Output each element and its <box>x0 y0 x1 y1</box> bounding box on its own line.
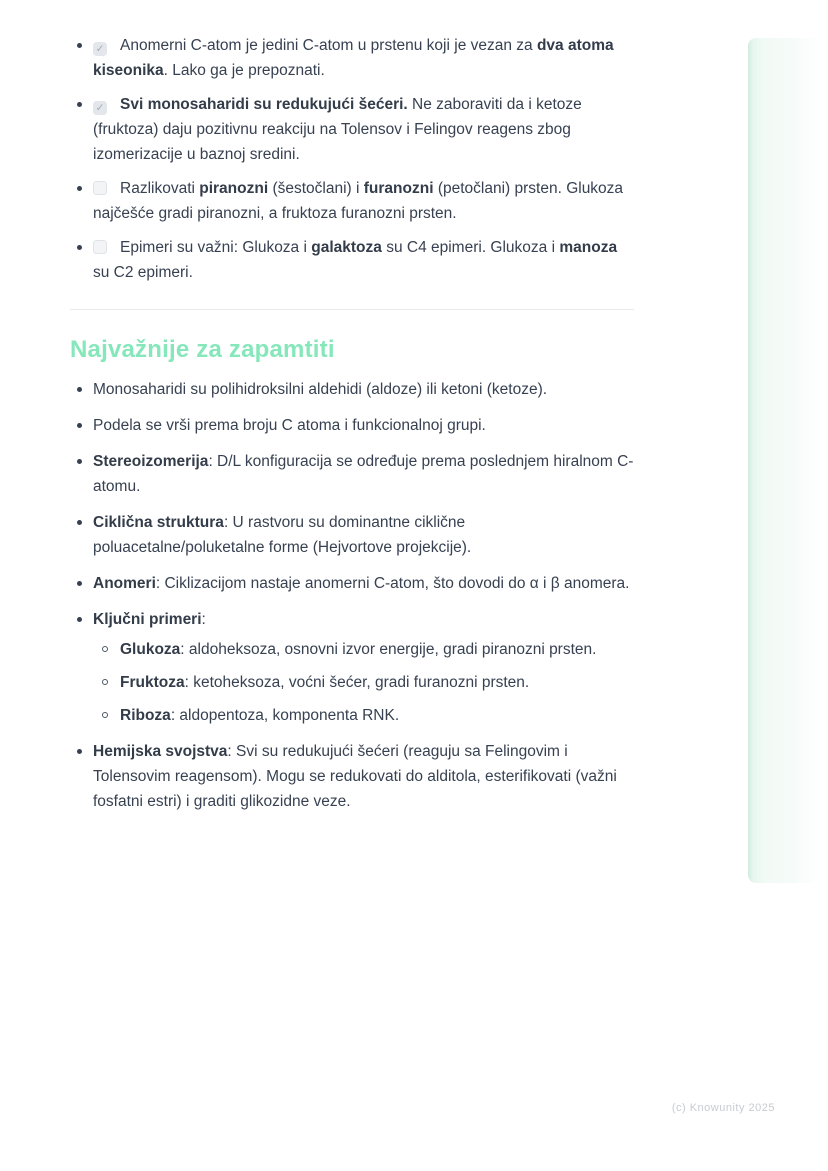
content-column <box>70 0 634 825</box>
checklist-item <box>70 92 634 167</box>
bold-text: Svi monosaharidi su redukujući šećeri. <box>120 96 408 113</box>
body-text: Epimeri su važni: Glukoza i <box>120 239 312 256</box>
summary-sub-item <box>93 637 634 662</box>
bold-text: furanozni <box>363 180 434 197</box>
bold-text: dva atoma kiseonika <box>93 37 614 79</box>
section-divider <box>70 309 634 310</box>
checkmark-icon: ✓ <box>95 43 105 55</box>
bold-text: Glukoza <box>120 641 181 658</box>
copyright-footer: (c) Knowunity 2025 <box>671 1102 775 1114</box>
body-text: (šestočlani) i <box>268 180 364 197</box>
body-text: : ketoheksoza, voćni šećer, gradi furanozni prsten. <box>184 674 530 691</box>
checkbox-checked[interactable] <box>93 101 107 115</box>
body-text: Razlikovati <box>120 180 200 197</box>
checklist-item <box>70 33 634 83</box>
checklist-item <box>70 176 634 226</box>
accent-strip <box>748 38 828 883</box>
body-text: Podela se vrši prema broju C atoma i funkcionalnoj grupi. <box>93 417 486 434</box>
bold-text: Fruktoza <box>120 674 185 691</box>
bold-text: Riboza <box>120 707 171 724</box>
summary-item <box>70 377 634 402</box>
summary-item <box>70 607 634 728</box>
checkbox-checked[interactable] <box>93 42 107 56</box>
body-text: : <box>201 611 206 628</box>
bold-text: Anomeri <box>93 575 156 592</box>
body-text: Ne zaboraviti da i ketoze (fruktoza) daju pozitivnu reakciju na Tolensov i Felingov reagens zbog izomerizacije u baznoj sredini. <box>93 96 582 163</box>
summary-list <box>70 377 634 814</box>
checkbox-unchecked[interactable] <box>93 181 107 195</box>
summary-item <box>70 510 634 560</box>
summary-item <box>70 413 634 438</box>
bold-text: piranozni <box>199 180 269 197</box>
body-text: Monosaharidi su polihidroksilni aldehidi (aldoze) ili ketoni (ketoze). <box>93 381 548 398</box>
summary-item <box>70 571 634 596</box>
summary-item <box>70 739 634 814</box>
bold-text: Ključni primeri <box>93 611 202 628</box>
checkbox-unchecked[interactable] <box>93 240 107 254</box>
body-text: : U rastvoru su dominantne ciklične poluacetalne/poluketalne forme (Hejvortove projekcije). <box>93 514 472 556</box>
body-text: : Ciklizacijom nastaje anomerni C-atom, što dovodi do α i β anomera. <box>155 575 630 592</box>
bold-text: galaktoza <box>311 239 382 256</box>
body-text: : aldopentoza, komponenta RNK. <box>170 707 400 724</box>
summary-sub-list <box>93 637 634 728</box>
section-heading: Najvažnije za zapamtiti <box>70 336 335 363</box>
body-text: su C4 epimeri. Glukoza i <box>381 239 560 256</box>
body-text: . Lako ga je prepoznati. <box>163 62 325 79</box>
checklist-item <box>70 235 634 285</box>
body-text: : Svi su redukujući šećeri (reaguju sa Felingovim i Tolensovim reagensom). Mogu se redukovati do alditola, esterifikovati (važni fosfatni estri) i graditi glikozidne veze. <box>93 743 617 810</box>
checklist <box>70 33 634 285</box>
body-text: : aldoheksoza, osnovni izvor energije, gradi piranozni prsten. <box>180 641 597 658</box>
bold-text: manoza <box>559 239 618 256</box>
summary-sub-item <box>93 703 634 728</box>
bold-text: Stereoizomerija <box>93 453 209 470</box>
summary-item <box>70 449 634 499</box>
bold-text: Ciklična struktura <box>93 514 224 531</box>
body-text: Anomerni C-atom je jedini C-atom u prstenu koji je vezan za <box>120 37 537 54</box>
checkmark-icon: ✓ <box>95 102 105 114</box>
summary-sub-item <box>93 670 634 695</box>
body-text: (petočlani) prsten. Glukoza najčešće gradi piranozni, a fruktoza furanozni prsten. <box>93 180 624 222</box>
bold-text: Hemijska svojstva <box>93 743 228 760</box>
body-text: : D/L konfiguracija se određuje prema poslednjem hiralnom C-atomu. <box>93 453 634 495</box>
body-text: su C2 epimeri. <box>93 264 193 281</box>
